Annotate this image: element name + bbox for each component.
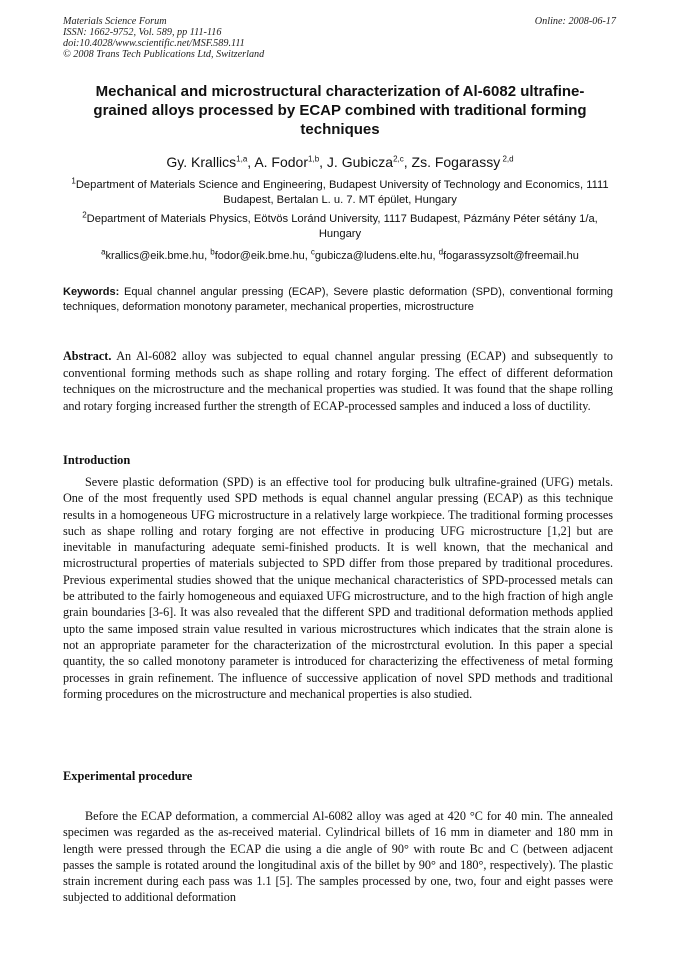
journal-name: Materials Science Forum xyxy=(63,16,167,27)
keywords-block xyxy=(63,285,613,315)
author-superscript: 1,b xyxy=(308,154,320,164)
author-separator: , xyxy=(403,154,412,170)
abstract-text: An Al-6082 alloy was subjected to equal channel angular pressing (ECAP) and subsequently to conventional forming methods such as shape rolling and rotary forging. The effect of different deformation techniques on the microstructure and the mechanical properties was studied. It was found that the shape rolling and rotary forging increased further the strength of ECAP-processed samples and induced a loss of ductility. xyxy=(63,349,613,413)
abstract-block xyxy=(63,348,613,414)
author-separator: , xyxy=(319,154,327,170)
author-name: Zs. Fogarassy xyxy=(411,154,501,170)
journal-header xyxy=(63,16,264,60)
email-address[interactable]: gubicza@ludens.elte.hu, xyxy=(314,250,439,262)
author-name: J. Gubicza xyxy=(326,154,394,170)
author-name: A. Fodor xyxy=(254,154,309,170)
email-superscript: d xyxy=(438,247,444,257)
author-name: Gy. Krallics xyxy=(166,154,237,170)
keywords-label: Keywords: xyxy=(63,286,120,298)
email-superscript: b xyxy=(210,247,215,257)
paper-title: Mechanical and microstructural characterization of Al-6082 ultrafine-grained alloys processed by ECAP combined with traditional forming techniques xyxy=(93,83,587,138)
introduction-heading: Introduction xyxy=(63,453,131,467)
affiliation-1 xyxy=(70,178,610,208)
experimental-heading: Experimental procedure xyxy=(63,769,193,783)
experimental-paragraph: Before the ECAP deformation, a commercial Al-6082 alloy was aged at 420 °C for 40 min. The annealed specimen was regarded as the as-received material. Cylindrical billets of 16 mm in diameter and 180 mm in length were pressed through the ECAP die using a die angle of 90° with route Bc and C (between adjacent passes the sample is rotated around the longitudinal axis of the billet by 90° and 180°, respectively). The plastic strain increment during each pass was 1.1 [5]. The samples processed by one, two, four and eight passes were subjected to additional deformation xyxy=(63,809,613,905)
email-superscript: a xyxy=(101,247,106,257)
author-superscript: 1,a xyxy=(236,154,248,164)
email-list xyxy=(60,249,620,263)
affiliation-superscript: 1 xyxy=(71,176,76,186)
author-superscript: 2,d xyxy=(500,154,514,164)
email-address[interactable]: fogarassyzsolt@freemail.hu xyxy=(443,250,579,262)
affiliation-text: Department of Materials Science and Engineering, Budapest University of Technology and Economics, 1111 Budapest, Bertalan L. u. 7. MT épület, Hungary xyxy=(75,179,609,206)
email-superscript: c xyxy=(310,247,315,257)
affiliation-superscript: 2 xyxy=(82,210,87,220)
affiliation-2 xyxy=(70,212,610,242)
copyright-line: © 2008 Trans Tech Publications Ltd, Switzerland xyxy=(63,49,265,60)
doi-line: doi:10.4028/www.scientific.net/MSF.589.111 xyxy=(63,38,245,49)
affiliation-text: Department of Materials Physics, Eötvös Loránd University, 1117 Budapest, Pázmány Péter sétány 1/a, Hungary xyxy=(86,213,598,240)
introduction-paragraph: Severe plastic deformation (SPD) is an effective tool for producing bulk ultrafine-grained (UFG) metals. One of the most frequently used SPD methods is equal channel angular pressing (ECAP) as this technique results in a homogeneous UFG microstructure in a relatively large workpiece. The traditional forming processes such as shape rolling and rotary forging are not effective in producing UFG microstructure [1,2] but are inevitable in manufacturing adequate semi-finished products. It is well known, that the mechanical and microstructural properties of materials subjected to SPD differ from those prepared by traditional procedures. Previous experimental studies showed that the unique mechanical characteristics of SPD-processed metals can be attributed to the fairly homogeneous and equiaxed UFG microstructure, and to the high fraction of high angle grain boundaries [3-6]. It was also revealed that the different SPD and traditional deformation methods applied upto the same imposed strain value resulted in various microstructures which indicates that the strain alone is not an appropriate parameter for the characterization of the microstrctural evolution. In this paper a special quantity, the so called monotony parameter is introduced for characterizing the effectiveness of metal forming processes in grain refinement. The influence of successive application of novel SPD methods and traditional forming procedures on the microstructure and mechanical properties is also studied. xyxy=(63,475,613,701)
author-separator: , xyxy=(247,154,255,170)
issn-line: ISSN: 1662-9752, Vol. 589, pp 111-116 xyxy=(63,27,222,38)
author-list xyxy=(60,153,620,171)
online-date: Online: 2008-06-17 xyxy=(534,16,616,27)
abstract-label: Abstract. xyxy=(63,349,112,363)
keywords-text: Equal channel angular pressing (ECAP), Severe plastic deformation (SPD), conventional forming techniques, deformation monotony parameter, mechanical properties, microstructure xyxy=(63,286,613,313)
author-superscript: 2,c xyxy=(393,154,404,164)
email-address[interactable]: krallics@eik.bme.hu, xyxy=(105,250,211,262)
email-address[interactable]: fodor@eik.bme.hu, xyxy=(214,250,311,262)
